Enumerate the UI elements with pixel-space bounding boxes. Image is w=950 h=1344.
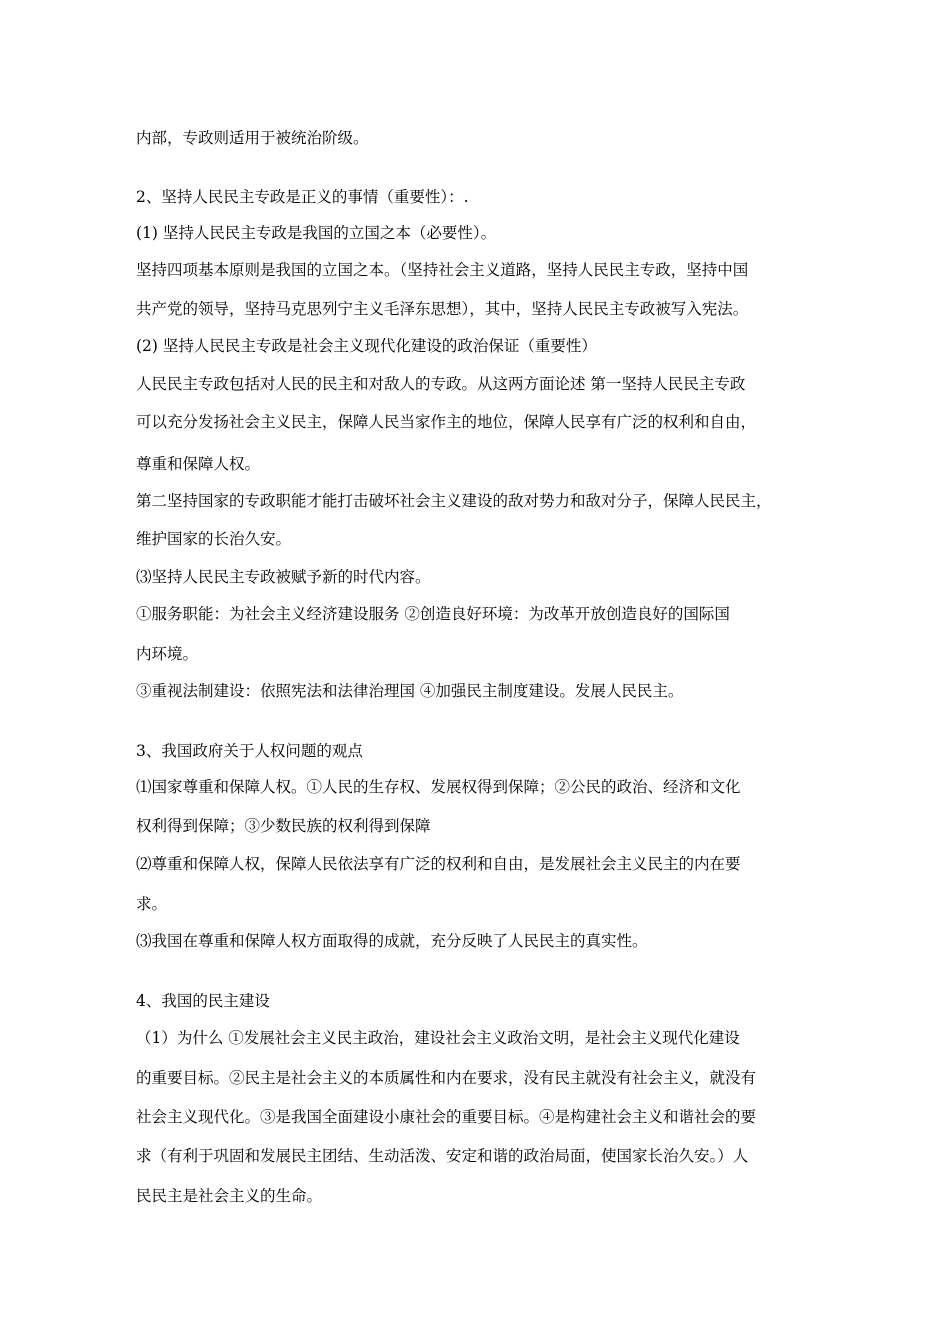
subsection-heading: (2) 坚持人民民主专政是社会主义现代化建设的政治保证（重要性） <box>136 337 597 355</box>
section-heading: 2、坚持人民民主专政是正义的事情（重要性）：. <box>136 188 469 206</box>
text-line: 人民民主专政包括对人民的民主和对敌人的专政。从这两方面论述 第一坚持人民民主专政 <box>136 375 746 393</box>
subsection-heading: ⑶坚持人民民主专政被赋予新的时代内容。 <box>136 568 431 586</box>
text-line: 社会主义现代化。③是我国全面建设小康社会的重要目标。④是构建社会主义和谐社会的要 <box>136 1108 757 1126</box>
text-line: 求。 <box>136 895 168 913</box>
text-line: 内部，专政则适用于被统治阶级。 <box>136 129 369 147</box>
subsection-heading: (1) 坚持人民民主专政是我国的立国之本（必要性）。 <box>136 224 497 242</box>
text-line: 民民主是社会主义的生命。 <box>136 1187 323 1205</box>
text-line: ①服务职能：为社会主义经济建设服务 ②创造良好环境：为改革开放创造良好的国际国 <box>136 605 730 623</box>
text-line: ⑴国家尊重和保障人权。①人民的生存权、发展权得到保障；②公民的政治、经济和文化 <box>136 778 741 796</box>
text-line: 坚持四项基本原则是我国的立国之本。（坚持社会主义道路，坚持人民民主专政，坚持中国 <box>136 261 749 279</box>
text-line: ⑵尊重和保障人权，保障人民依法享有广泛的权利和自由，是发展社会主义民主的内在要 <box>136 855 741 873</box>
text-line: 第二坚持国家的专政职能才能打击破坏社会主义建设的敌对势力和敌对分子，保障人民民主， <box>136 492 772 510</box>
text-line: 维护国家的长治久安。 <box>136 530 292 548</box>
text-line: 尊重和保障人权。 <box>136 455 261 473</box>
text-line: ③重视法制建设：依照宪法和法律治理国 ④加强民主制度建设。发展人民民主。 <box>136 682 684 700</box>
text-line: 权利得到保障；③少数民族的权利得到保障 <box>136 817 431 835</box>
text-line: 内环境。 <box>136 645 199 663</box>
text-line: 共产党的领导，坚持马克思列宁主义毛泽东思想），其中，坚持人民民主专政被写入宪法。 <box>136 300 749 318</box>
text-line: 的重要目标。②民主是社会主义的本质属性和内在要求，没有民主就没有社会主义，就没有 <box>136 1069 757 1087</box>
text-line: 求（有利于巩固和发展民主团结、生动活泼、安定和谐的政治局面，使国家长治久安。）人 <box>136 1147 749 1165</box>
section-heading: 4、我国的民主建设 <box>136 992 270 1010</box>
text-line: 可以充分发扬社会主义民主，保障人民当家作主的地位，保障人民享有广泛的权利和自由， <box>136 413 757 431</box>
text-line: ⑶我国在尊重和保障人权方面取得的成就，充分反映了人民民主的真实性。 <box>136 932 648 950</box>
section-heading: 3、我国政府关于人权问题的观点 <box>136 742 363 760</box>
text-line: （1）为什么 ①发展社会主义民主政治，建设社会主义政治文明，是社会主义现代化建设 <box>136 1029 740 1047</box>
